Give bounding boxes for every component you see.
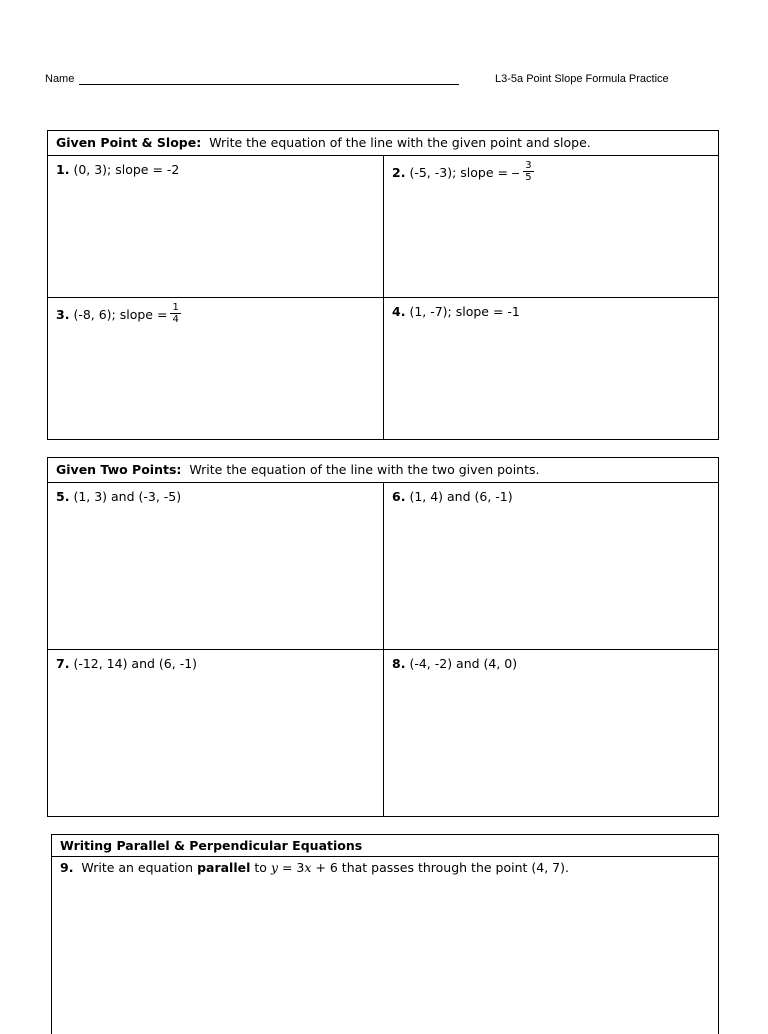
- variable-y: y: [270, 860, 278, 875]
- problem-number: 2.: [392, 165, 406, 180]
- fraction-numerator: 3: [525, 160, 532, 171]
- problem-grid: [48, 156, 718, 439]
- problem-text: (1, -7); slope = -1: [409, 304, 520, 319]
- section-heading: [52, 835, 718, 857]
- problem-number: 9.: [60, 860, 74, 875]
- problem-4[interactable]: [384, 298, 718, 439]
- page-header: [45, 70, 725, 90]
- name-label: Name: [45, 73, 75, 85]
- fraction-denominator: 5: [525, 172, 532, 183]
- name-blank-line[interactable]: [79, 84, 459, 85]
- fraction-numerator: 1: [172, 302, 179, 313]
- problem-text-post: + 6 that passes through the point (4, 7).: [315, 860, 569, 875]
- slope-fraction: [523, 160, 533, 183]
- problem-grid: [48, 483, 718, 816]
- document-title: L3-5a Point Slope Formula Practice: [495, 73, 669, 85]
- section-heading-bold: Writing Parallel & Perpendicular Equations: [60, 838, 363, 853]
- section-two-points: [47, 457, 719, 817]
- problem-7[interactable]: [48, 650, 384, 816]
- section-heading-bold: Given Two Points:: [56, 462, 182, 477]
- problem-6[interactable]: [384, 483, 718, 650]
- problem-2[interactable]: [384, 156, 718, 298]
- problem-5[interactable]: [48, 483, 384, 650]
- section-parallel-perpendicular: [51, 834, 719, 1034]
- negative-sign: −: [510, 167, 521, 180]
- variable-x: x: [304, 860, 312, 875]
- section-point-slope: [47, 130, 719, 440]
- problem-text-to: to: [254, 860, 267, 875]
- problem-text: (-8, 6); slope =: [73, 307, 168, 322]
- problem-number: 6.: [392, 489, 406, 504]
- problem-text: (-5, -3); slope =: [409, 165, 508, 180]
- problem-text: (1, 3) and (-3, -5): [73, 489, 182, 504]
- problem-text: (1, 4) and (6, -1): [409, 489, 513, 504]
- problem-number: 8.: [392, 656, 406, 671]
- section-heading: [48, 458, 718, 483]
- problem-1[interactable]: [48, 156, 384, 298]
- problem-9[interactable]: [52, 857, 718, 881]
- problem-keyword-parallel: parallel: [197, 860, 251, 875]
- problem-text: (0, 3); slope = -2: [73, 162, 180, 177]
- section-heading-text: Write the equation of the line with the given point and slope.: [209, 135, 591, 150]
- problem-text-pre: Write an equation: [81, 860, 194, 875]
- section-heading-text: Write the equation of the line with the two given points.: [189, 462, 540, 477]
- problem-number: 7.: [56, 656, 70, 671]
- problem-number: 1.: [56, 162, 70, 177]
- problem-number: 4.: [392, 304, 406, 319]
- problem-3[interactable]: [48, 298, 384, 439]
- section-heading-bold: Given Point & Slope:: [56, 135, 202, 150]
- slope-fraction: [170, 302, 180, 325]
- section-heading: [48, 131, 718, 156]
- fraction-denominator: 4: [172, 314, 179, 325]
- problem-text: (-4, -2) and (4, 0): [409, 656, 518, 671]
- problem-8[interactable]: [384, 650, 718, 816]
- equation-part: = 3: [281, 860, 305, 875]
- problem-number: 3.: [56, 307, 70, 322]
- problem-number: 5.: [56, 489, 70, 504]
- problem-text: (-12, 14) and (6, -1): [73, 656, 198, 671]
